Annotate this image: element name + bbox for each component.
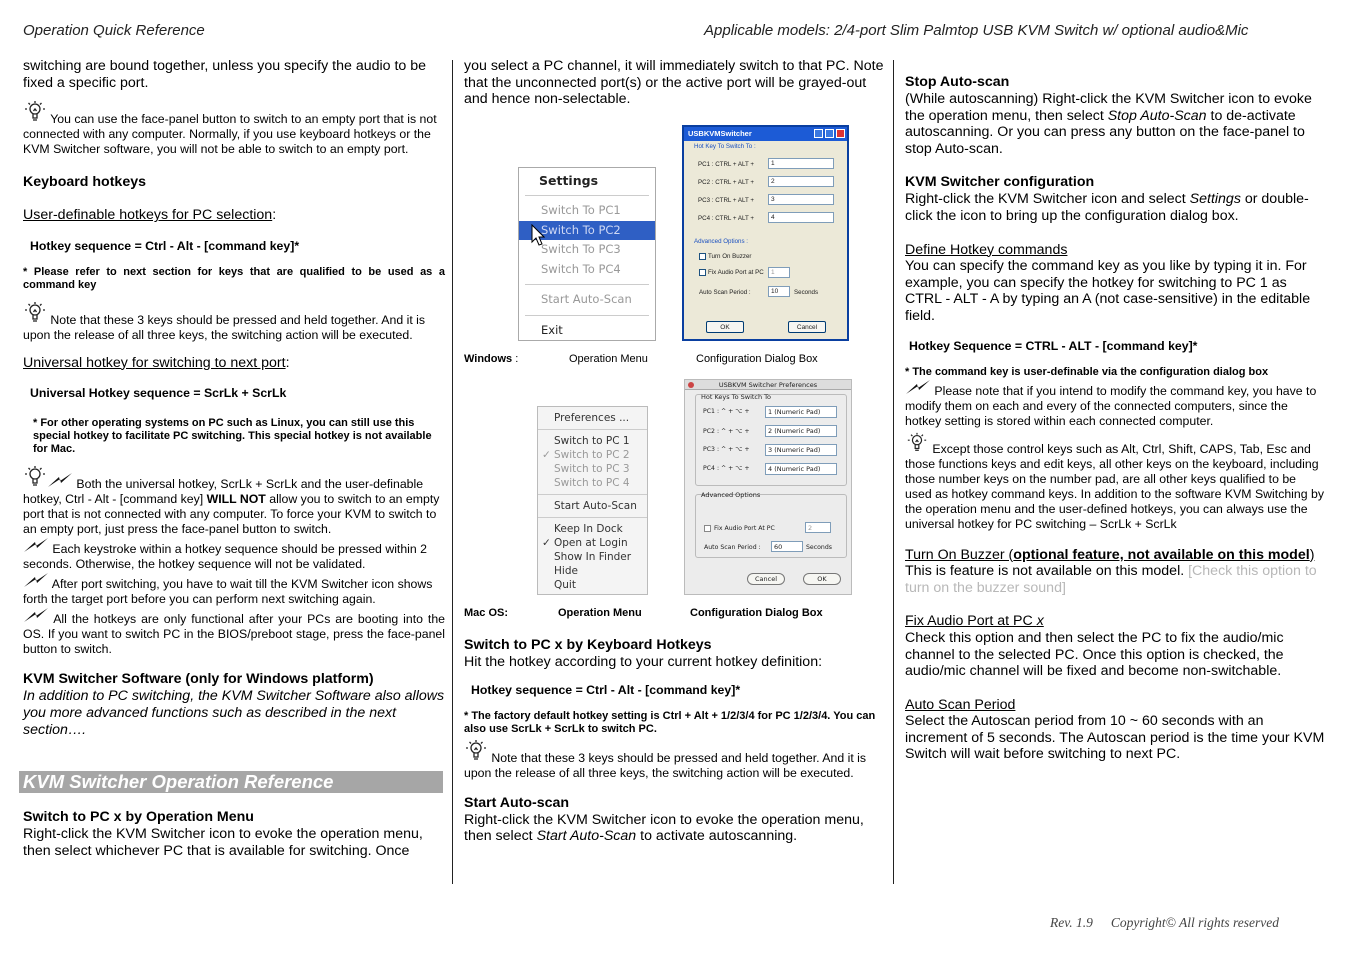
header-right: Applicable models: 2/4-port Slim Palmtop USB KVM Switch w/ optional audio&Mic bbox=[704, 22, 1249, 39]
hotkey-sequence: Hotkey sequence = Ctrl - Alt - [command key]* bbox=[30, 238, 300, 253]
subheading: Turn On Buzzer (optional feature, not available on this model) bbox=[905, 546, 1315, 563]
menu-item[interactable]: Switch to PC 3 bbox=[554, 463, 630, 475]
field-label: PC4 : CTRL + ALT + bbox=[698, 215, 754, 222]
field-label: PC2 : CTRL + ALT + bbox=[698, 179, 754, 186]
section-heading: KVM Switcher configuration bbox=[905, 174, 1095, 191]
paragraph: Right-click the KVM Switcher icon to evoke the operation menu, then select whichever PC that is available for switching. Once bbox=[23, 826, 423, 859]
hotkey-input-pc4[interactable]: 4 bbox=[768, 212, 834, 223]
field-label: PC1 : CTRL + ALT + bbox=[698, 161, 754, 168]
dialog-titlebar: USBKVMSwitcher bbox=[684, 127, 847, 141]
section-heading: Switch to PC x by Operation Menu bbox=[23, 809, 254, 826]
section-heading: Keyboard hotkeys bbox=[23, 174, 146, 191]
paragraph: Select the Autoscan period from 10 ~ 60 seconds with an increment of 5 seconds. The Autoscan period is the time your KVM Switch will wait before switching to next PC. bbox=[905, 713, 1325, 763]
group-label: Advanced Options bbox=[701, 491, 761, 499]
mac-config-dialog bbox=[684, 379, 852, 595]
section-heading: Start Auto-scan bbox=[464, 794, 570, 811]
buzzer-checkbox[interactable] bbox=[699, 253, 706, 260]
lightbulb-icon bbox=[23, 464, 47, 488]
lightning-icon bbox=[23, 607, 49, 623]
paragraph: Hit the hotkey according to your current hotkey definition: bbox=[464, 654, 823, 670]
paragraph: This is feature is not available on this model. [Check this option to turn on the buzzer sound] bbox=[905, 563, 1317, 596]
footnote: * The command key is user-definable via the configuration dialog box bbox=[905, 365, 1269, 378]
checkbox-label: Turn On Buzzer bbox=[708, 253, 752, 260]
menu-item[interactable]: ✓ Switch to PC 2 bbox=[542, 449, 630, 461]
cancel-button[interactable]: Cancel bbox=[788, 321, 826, 333]
menu-item[interactable]: Start Auto-Scan bbox=[541, 292, 632, 306]
menu-item[interactable]: Switch To PC4 bbox=[541, 261, 621, 276]
field-label: PC3 : ^ + ⌥ + bbox=[703, 446, 750, 453]
subheading: Define Hotkey commands bbox=[905, 241, 1068, 258]
unit-label: Seconds bbox=[806, 544, 832, 551]
fix-audio-checkbox[interactable] bbox=[704, 525, 711, 532]
hotkey-sequence: Hotkey Sequence = CTRL - ALT - [command key]* bbox=[909, 338, 1198, 353]
column-divider bbox=[893, 60, 894, 884]
ok-button[interactable]: OK bbox=[706, 321, 744, 333]
section-heading: KVM Switcher Software (only for Windows platform) bbox=[23, 671, 374, 688]
menu-item[interactable]: Switch to PC 4 bbox=[554, 477, 630, 489]
mac-operation-menu bbox=[537, 406, 648, 595]
header-left: Operation Quick Reference bbox=[23, 22, 205, 39]
footnote: * For other operating systems on PC such as Linux, you can still use this special hotkey to facilitate PC switching. This special hotkey is not available for Mac. bbox=[33, 417, 432, 456]
warning-note: Please note that if you intend to modify the command key, you have to modify them on each and every of the connected computers, since the hotkey setting is stored within each connected computer. bbox=[905, 379, 1325, 429]
column-2-lower bbox=[464, 637, 888, 845]
hotkey-input-pc1[interactable]: 1 (Numeric Pad) bbox=[765, 406, 837, 418]
lightning-icon bbox=[905, 379, 931, 395]
tip-note: You can use the face-panel button to switch to an empty port that is not connected with any computer. Normally, if you use keyboard hotkeys or the KVM Switcher software, you will not be able to switch to an empty port. bbox=[23, 99, 445, 157]
warning-note: All the hotkeys are only functional after your PCs are booting into the OS. If you want to switch PC in the BIOS/preboot stage, press the face-panel button to switch. bbox=[23, 607, 445, 657]
caption: Operation Menu bbox=[569, 353, 648, 365]
minimize-icon[interactable] bbox=[814, 129, 823, 138]
menu-title: Settings bbox=[539, 173, 599, 188]
section-heading: Stop Auto-scan bbox=[905, 74, 1010, 90]
group-label: Advanced Options : bbox=[694, 238, 749, 245]
group-label: Hot Key To Switch To : bbox=[694, 143, 756, 150]
paragraph: (While autoscanning) Right-click the KVM Switcher icon to evoke the operation menu, then select Stop Auto-Scan to de-activate autoscanning. Or you can press any button on the face-panel to stop Auto-scan. bbox=[905, 91, 1312, 157]
tip-note: Note that these 3 keys should be pressed and held together. And it is upon the release of all three keys, the switching action will be executed. bbox=[464, 738, 888, 781]
section-title-bar: KVM Switcher Operation Reference bbox=[19, 771, 443, 793]
field-label: PC2 : ^ + ⌥ + bbox=[703, 428, 750, 435]
caption: Windows : bbox=[464, 353, 519, 365]
menu-item[interactable]: Preferences ... bbox=[554, 412, 630, 424]
menu-item[interactable]: Switch to PC 1 bbox=[554, 435, 630, 447]
subheading: Fix Audio Port at PC x bbox=[905, 613, 1044, 630]
paragraph: you select a PC channel, it will immediately switch to that PC. Note that the unconnected port(s) or the active port will be grayed-out and hence non-selectable. bbox=[464, 58, 884, 108]
lightning-icon bbox=[23, 572, 49, 588]
warning-note: After port switching, you have to wait till the KVM Switcher icon shows forth the target port before you can perform next switching again. bbox=[23, 572, 445, 607]
menu-item[interactable]: ✓ Open at Login bbox=[542, 537, 628, 549]
menu-item[interactable]: Switch To PC1 bbox=[541, 203, 621, 217]
field-label: Auto Scan Period : bbox=[699, 289, 751, 296]
checkbox-label: Fix Audio Port At PC bbox=[714, 525, 775, 532]
paragraph: In addition to PC switching, the KVM Switcher Software also allows you more advanced functions such as described in the next section…. bbox=[23, 688, 445, 738]
fix-audio-checkbox[interactable] bbox=[699, 269, 706, 276]
close-icon[interactable] bbox=[688, 382, 694, 388]
menu-item[interactable]: Show In Finder bbox=[554, 551, 632, 563]
field-label: PC1 : ^ + ⌥ + bbox=[703, 408, 750, 415]
menu-item-selected[interactable]: Switch To PC2 bbox=[519, 221, 655, 241]
paragraph: Right-click the KVM Switcher icon to evoke the operation menu, then select Start Auto-Scan to activate autoscanning. bbox=[464, 811, 864, 845]
field-label: Auto Scan Period : bbox=[704, 544, 761, 551]
hotkey-input-pc1[interactable]: 1 bbox=[768, 158, 834, 169]
warning-note: Each keystroke within a hotkey sequence should be pressed within 2 seconds. Otherwise, the hotkey sequence will not be validated. bbox=[23, 537, 445, 572]
footnote: * Please refer to next section for keys that are qualified to be used as a command key bbox=[23, 265, 445, 291]
column-1 bbox=[23, 58, 445, 859]
caption: Operation Menu bbox=[558, 607, 642, 619]
group-label: Hot Keys To Switch To bbox=[701, 393, 772, 401]
tip-note: Except those control keys such as Alt, Ctrl, Shift, CAPS, Tab, Esc and those functions keys and edit keys, all other keys on the keyboard, including those number keys on the number pad, are all other keys qualified to be used as hotkey command keys. In addition to the software KVM Switching by the operation menu and the user-defined hotkeys, you can always use the universal hotkey for PC switching – ScrLk + ScrLk bbox=[905, 431, 1325, 532]
checkbox-label: Fix Audio Port at PC bbox=[708, 269, 764, 276]
hotkey-input-pc4[interactable]: 4 (Numeric Pad) bbox=[765, 463, 837, 475]
column-2 bbox=[464, 58, 888, 108]
menu-item[interactable]: Quit bbox=[554, 579, 576, 591]
fix-audio-select[interactable]: 1 bbox=[768, 267, 790, 278]
windows-operation-menu bbox=[518, 167, 656, 341]
menu-item[interactable]: Exit bbox=[541, 322, 563, 337]
lightning-icon bbox=[47, 472, 73, 488]
tip-note: Note that these 3 keys should be pressed and held together. And it is upon the release of all three keys, the switching action will be executed. bbox=[23, 300, 445, 343]
paragraph: switching are bound together, unless you specify the audio to be fixed a specific port. bbox=[23, 58, 427, 91]
field-label: PC4 : ^ + ⌥ + bbox=[703, 465, 750, 472]
warning-note: Both the universal hotkey, ScrLk + ScrLk and the user-definable hotkey, Ctrl - Alt - [command key] WILL NOT allow you to switch to an empty port that is not connected with any computer. To force your KVM to switch to an empty port, just press the face-panel button to switch. bbox=[23, 464, 445, 537]
maximize-icon[interactable] bbox=[825, 129, 834, 138]
hotkey-input-pc2[interactable]: 2 bbox=[768, 176, 834, 187]
hotkey-input-pc3[interactable]: 3 (Numeric Pad) bbox=[765, 444, 837, 456]
close-icon[interactable] bbox=[836, 129, 845, 138]
menu-item[interactable]: Keep In Dock bbox=[554, 523, 623, 535]
column-divider bbox=[452, 60, 453, 884]
lightbulb-icon bbox=[464, 738, 488, 762]
universal-hotkey-sequence: Universal Hotkey sequence = ScrLk + ScrLk bbox=[30, 386, 287, 401]
subheading: User-definable hotkeys for PC selection: bbox=[23, 207, 277, 224]
column-3 bbox=[905, 74, 1325, 763]
ok-button[interactable]: OK bbox=[803, 573, 841, 585]
unit-label: Seconds bbox=[794, 289, 819, 296]
lightbulb-icon bbox=[23, 99, 47, 123]
scan-period-select[interactable]: 60 bbox=[771, 541, 803, 552]
hotkey-input-pc3[interactable]: 3 bbox=[768, 194, 834, 205]
menu-item[interactable]: Switch To PC3 bbox=[541, 242, 621, 256]
hotkey-input-pc2[interactable]: 2 (Numeric Pad) bbox=[765, 425, 837, 437]
caption: Mac OS: bbox=[464, 607, 509, 619]
mouse-cursor-icon bbox=[531, 224, 545, 246]
paragraph: You can specify the command key as you like by typing it in. For example, you can specify the hotkey for switching to PC 1 as CTRL - ALT - A by typing an A (not case-sensitive) in the editable field. bbox=[905, 258, 1311, 324]
scan-period-select[interactable]: 10 bbox=[768, 286, 790, 297]
paragraph: Right-click the KVM Switcher icon and select Settings or double-click the icon to bring up the configuration dialog box. bbox=[905, 191, 1309, 224]
paragraph: Check this option and then select the PC to fix the audio/mic channel to the selected PC. Once this option is checked, the audio/mic channel will be fixed and become non-switchable. bbox=[905, 629, 1284, 680]
footer: Rev. 1.9 Copyright© All rights reserved bbox=[1050, 915, 1279, 930]
dialog-titlebar: USBKVM Switcher Preferences bbox=[685, 380, 851, 390]
lightbulb-icon bbox=[23, 300, 47, 324]
field-label: PC3 : CTRL + ALT + bbox=[698, 197, 754, 204]
fix-audio-select[interactable]: 2 bbox=[805, 522, 831, 533]
caption: Configuration Dialog Box bbox=[690, 607, 823, 619]
cancel-button[interactable]: Cancel bbox=[747, 573, 785, 585]
lightbulb-icon bbox=[905, 431, 929, 453]
section-heading: Switch to PC x by Keyboard Hotkeys bbox=[464, 637, 712, 653]
windows-config-dialog bbox=[682, 125, 849, 341]
subheading: Universal hotkey for switching to next port: bbox=[23, 354, 290, 371]
footnote: * The factory default hotkey setting is Ctrl + Alt + 1/2/3/4 for PC 1/2/3/4. You can also use ScrLk + ScrLk to switch PC. bbox=[464, 709, 876, 735]
caption: Configuration Dialog Box bbox=[696, 353, 818, 365]
lightning-icon bbox=[23, 537, 49, 553]
subheading: Auto Scan Period bbox=[905, 696, 1016, 713]
menu-item[interactable]: Hide bbox=[554, 565, 578, 577]
menu-item[interactable]: Start Auto-Scan bbox=[554, 500, 637, 512]
hotkey-sequence: Hotkey sequence = Ctrl - Alt - [command key]* bbox=[471, 682, 741, 697]
